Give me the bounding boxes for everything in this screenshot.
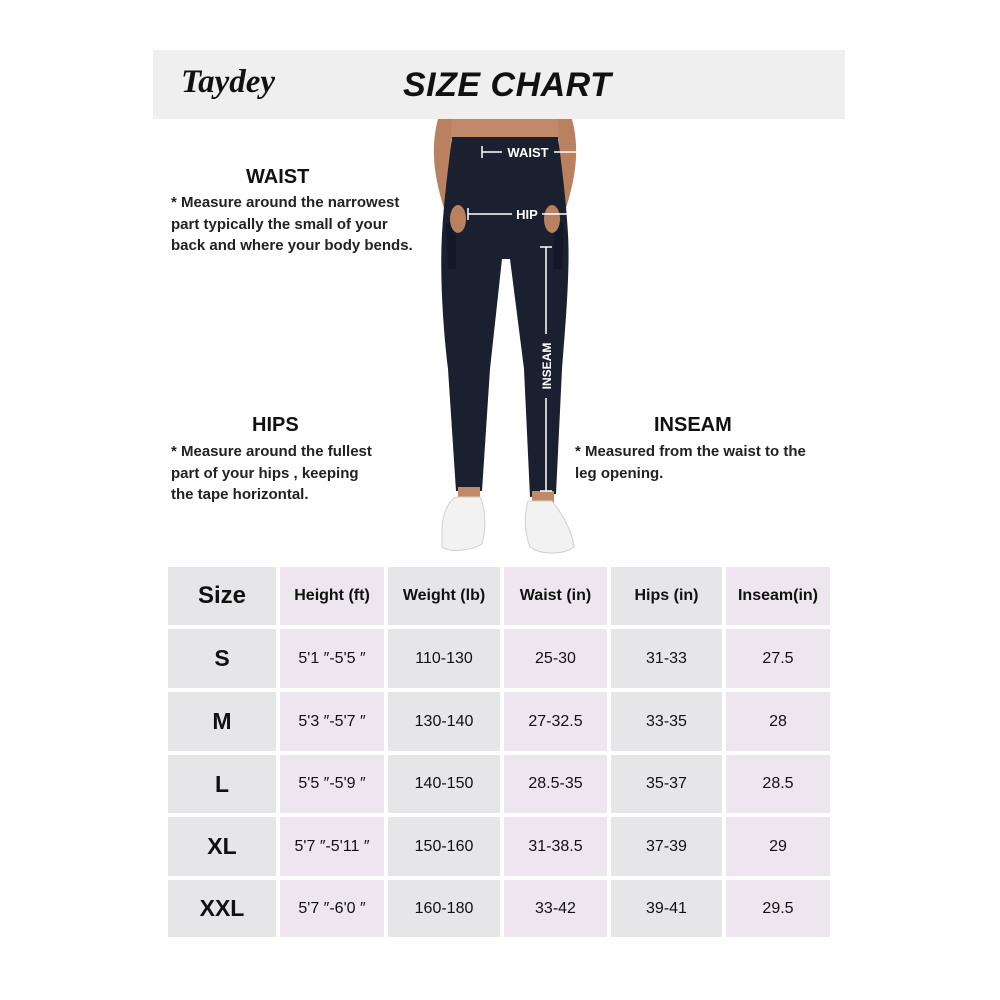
table-cell: 27-32.5 [504,692,607,751]
brand-logo: Taydey [181,64,276,100]
size-table [168,567,830,937]
size-label-cell: M [168,692,276,751]
table-cell: 150-160 [388,817,500,876]
table-cell: 140-150 [388,755,500,813]
table-cell: 28.5-35 [504,755,607,813]
table-cell: 28.5 [726,755,830,813]
inseam-marker-label: INSEAM [540,342,554,390]
size-label-cell: XL [168,817,276,876]
leggings-model-figure [390,119,620,564]
table-cell: 29.5 [726,880,830,937]
waist-info-line: part typically the small of your [171,215,388,233]
table-header-cell: Hips (in) [611,567,722,625]
table-cell: 5'7 ″-6'0 ″ [280,880,384,937]
table-cell: 28 [726,692,830,751]
table-cell: 5'1 ″-5'5 ″ [280,629,384,688]
table-cell: 5'3 ″-5'7 ″ [280,692,384,751]
waist-info-text [171,192,461,257]
table-cell: 5'7 ″-5'11 ″ [280,817,384,876]
waist-info-line: back and where your body bends. [171,237,413,254]
waist-marker-label: WAIST [507,145,549,160]
table-header-cell: Height (ft) [280,567,384,625]
table-cell: 33-35 [611,692,722,751]
table-header-cell: Weight (lb) [388,567,500,625]
left-shoe [442,497,485,551]
right-shoe [525,501,574,553]
hips-info-line: part of your hips , keeping [171,464,359,482]
table-header-cell: Size [168,567,276,625]
table-cell: 33-42 [504,880,607,937]
waist-info-title: WAIST [246,166,310,188]
table-cell: 27.5 [726,629,830,688]
waist-info-line: * Measure around the narrowest [171,194,400,211]
inseam-info-title: INSEAM [654,414,732,436]
table-header-cell: Inseam(in) [726,567,830,625]
size-label-cell: XXL [168,880,276,937]
table-cell: 130-140 [388,692,500,751]
table-cell: 29 [726,817,830,876]
table-cell: 31-33 [611,629,722,688]
size-label-cell: S [168,629,276,688]
table-cell: 37-39 [611,817,722,876]
table-cell: 31-38.5 [504,817,607,876]
inseam-info-text [575,441,845,484]
hips-info-line: * Measure around the fullest [171,443,372,460]
header-bar [153,50,845,119]
hips-info-line: the tape horizontal. [171,486,309,503]
table-cell: 5'5 ″-5'9 ″ [280,755,384,813]
leggings-body [441,137,568,497]
inseam-info-line: * Measured from the waist to the [575,443,806,460]
table-cell: 25-30 [504,629,607,688]
inseam-info-line: leg opening. [575,464,664,482]
hip-marker-label: HIP [516,207,538,222]
table-cell: 39-41 [611,880,722,937]
table-header-cell: Waist (in) [504,567,607,625]
table-cell: 160-180 [388,880,500,937]
table-cell: 110-130 [388,629,500,688]
page-title: SIZE CHART [403,66,612,104]
table-cell: 35-37 [611,755,722,813]
hips-info-title: HIPS [252,414,299,436]
size-label-cell: L [168,755,276,813]
hips-info-text [171,441,411,506]
